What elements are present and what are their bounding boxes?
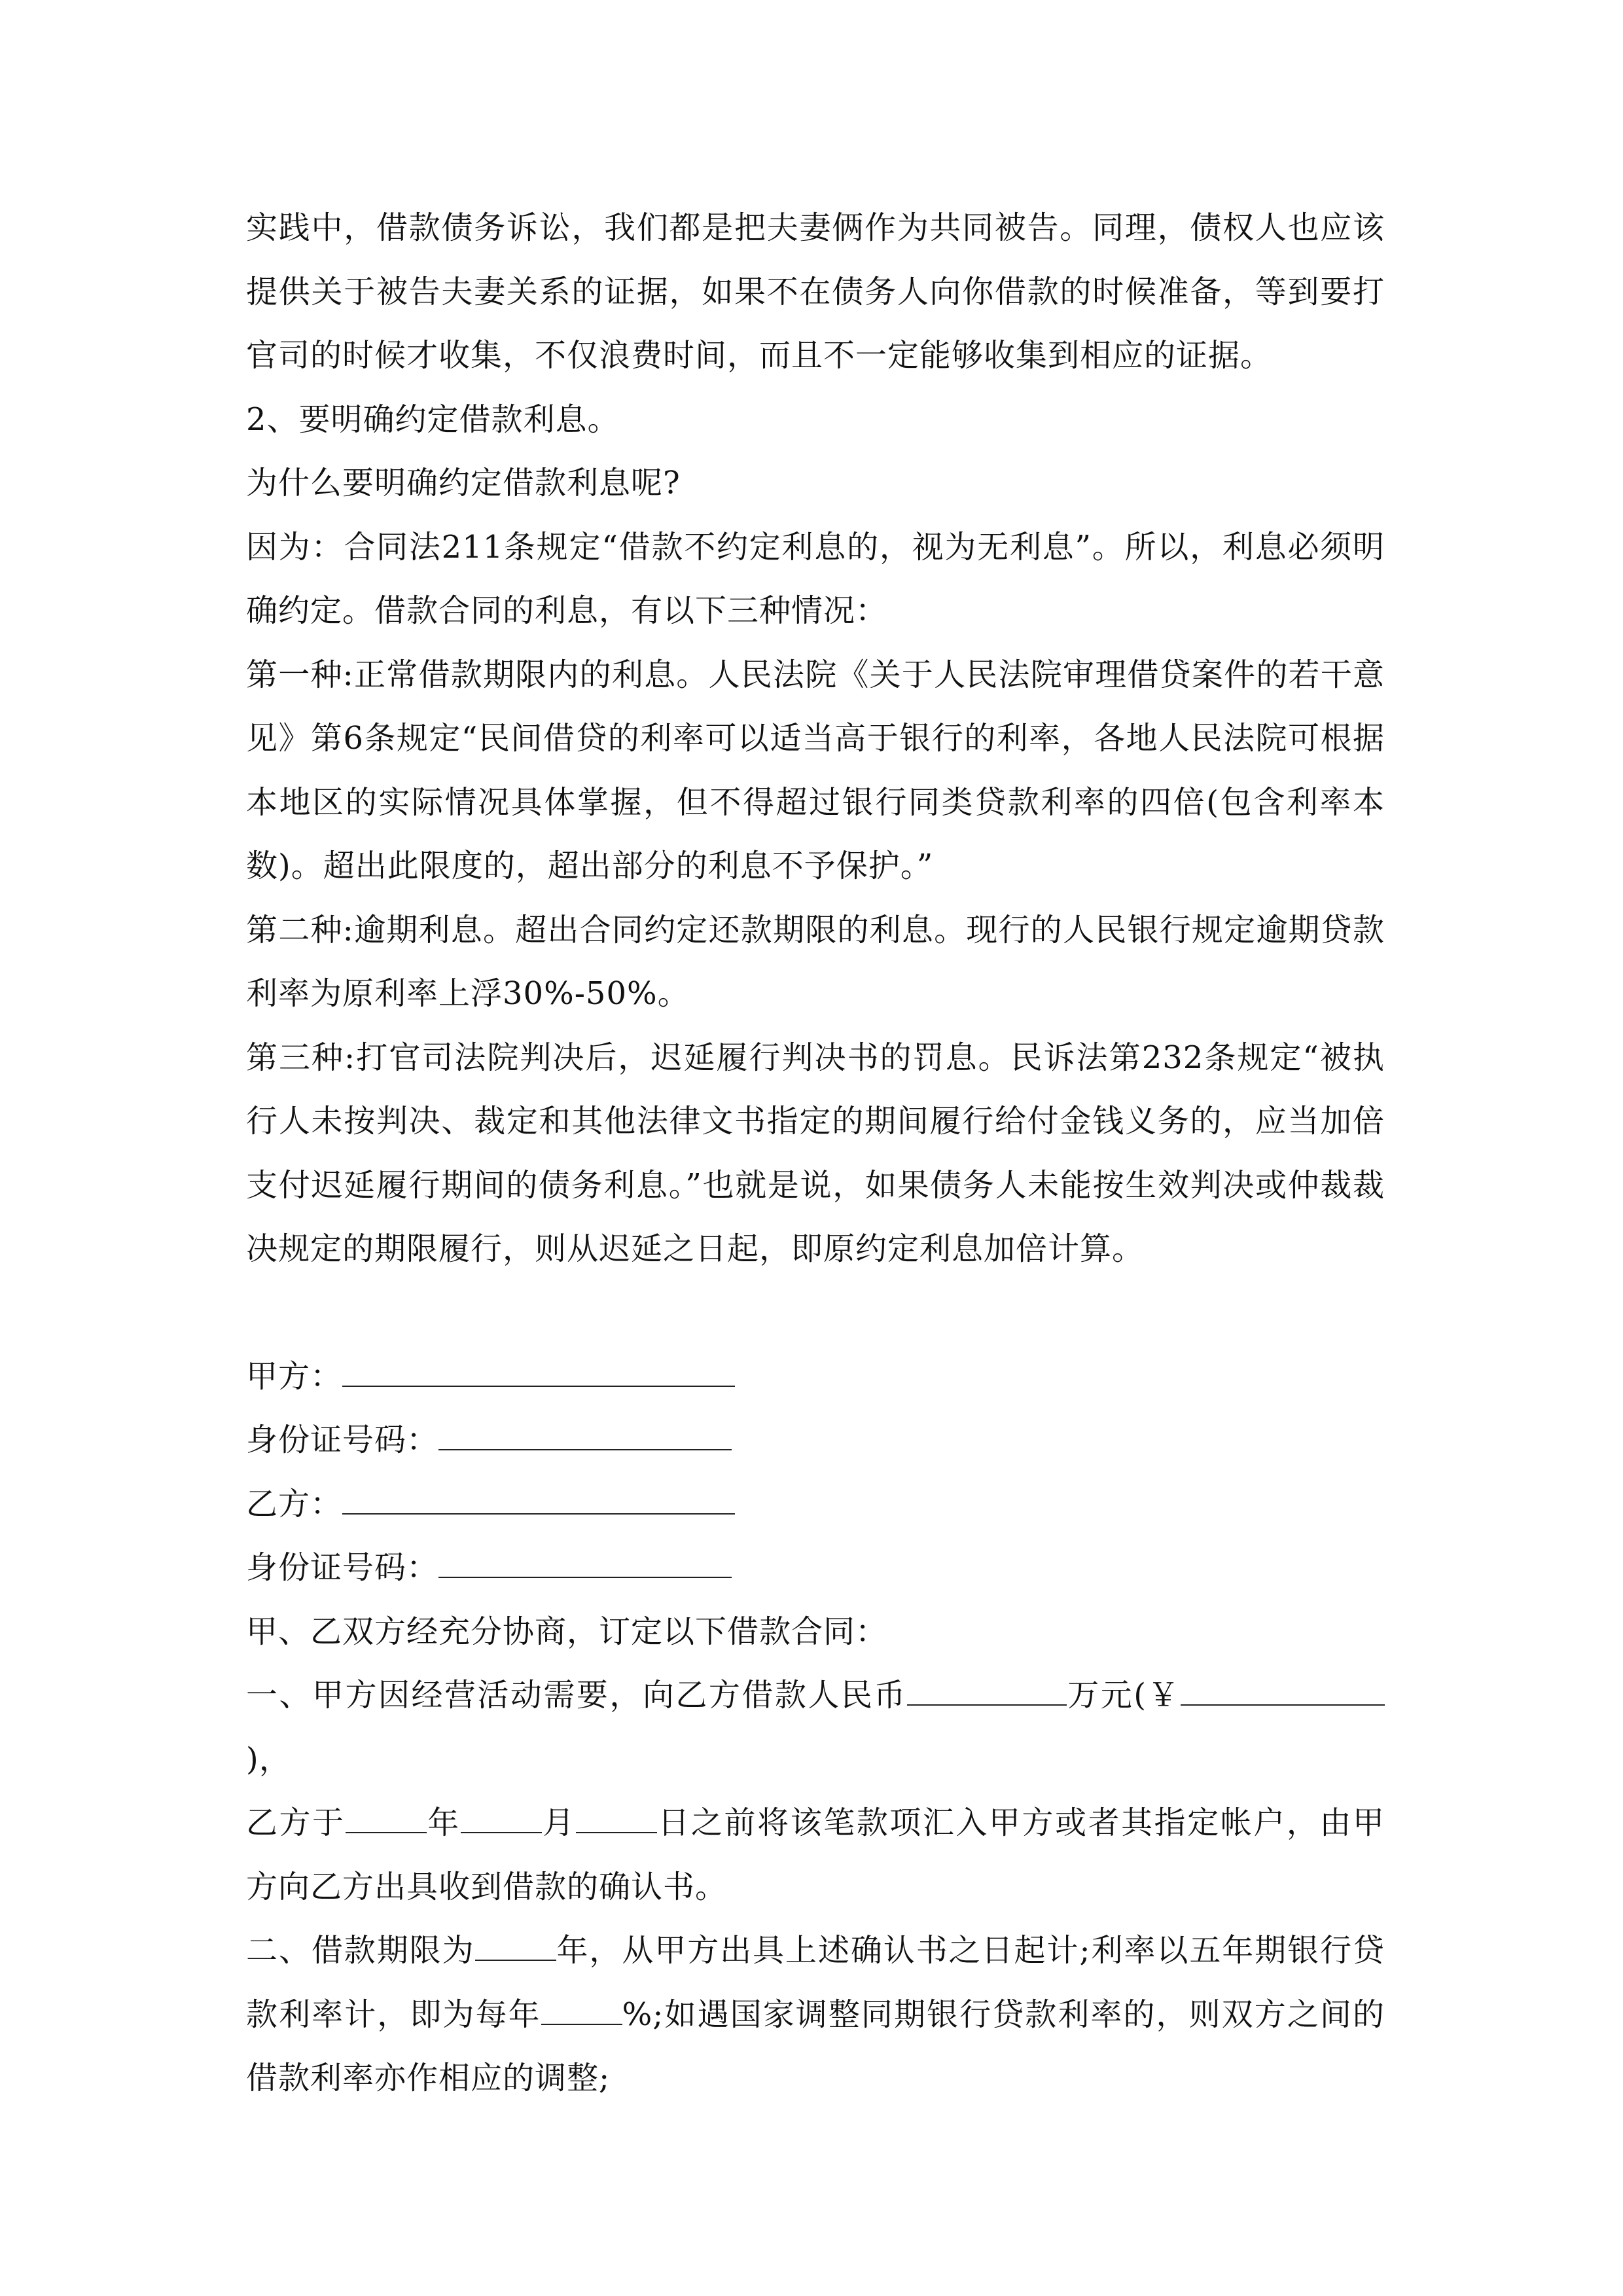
- clause-one: [246, 1664, 1385, 1919]
- clause-one-text-a: 一、甲方因经营活动需要，向乙方借款人民币: [246, 1677, 907, 1713]
- loan-amount-field[interactable]: [907, 1668, 1067, 1706]
- clause-one-text-d: 乙方于: [246, 1804, 346, 1841]
- clause-one-text-g: 日之前将该笔款项汇入甲方或者其指定帐户，由甲方向乙方出具收到借款的确认书。: [246, 1804, 1385, 1905]
- party-b-row: [246, 1473, 1385, 1537]
- section-spacer: [246, 1282, 1385, 1345]
- party-b-label: 乙方：: [246, 1485, 343, 1522]
- interest-rate-field[interactable]: [541, 1987, 622, 2025]
- transfer-day-field[interactable]: [576, 1795, 657, 1833]
- paragraph-heading-interest: 2、要明确约定借款利息。: [246, 401, 620, 438]
- paragraph-type-two: 第二种:逾期利息。超出合同约定还款期限的利息。现行的人民银行规定逾期贷款利率为原利率上浮30%-50%。: [246, 911, 1385, 1012]
- party-a-id-field[interactable]: [438, 1412, 732, 1450]
- paragraph-evidence: 实践中，借款债务诉讼，我们都是把夫妻俩作为共同被告。同理，债权人也应该提供关于被告夫妻关系的证据，如果不在债务人向你借款的时候准备，等到要打官司的时候才收集，不仅浪费时间，而且不一定能够收集到相应的证据。: [246, 209, 1385, 374]
- party-a-id-row: [246, 1408, 1385, 1473]
- loan-term-field[interactable]: [475, 1923, 556, 1961]
- paragraph-type-one: 第一种:正常借款期限内的利息。人民法院《关于人民法院审理借贷案件的若干意见》第6条规定“民间借贷的利率可以适当高于银行的利率，各地人民法院可根据本地区的实际情况具体掌握，但不得超过银行同类贷款利率的四倍(包含利率本数)。超出此限度的，超出部分的利息不予保护。”: [246, 656, 1385, 884]
- loan-amount-yuan-field[interactable]: [1181, 1668, 1385, 1706]
- paragraph-type-three: 第三种:打官司法院判决后，迟延履行判决书的罚息。民诉法第232条规定“被执行人未按判决、裁定和其他法律文书指定的期间履行给付金钱义务的，应当加倍支付迟延履行期间的债务利息。”也就是说，如果债务人未能按生效判决或仲裁裁决规定的期限履行，则从迟延之日起，即原约定利息加倍计算。: [246, 1039, 1385, 1267]
- clause-two-text-a: 二、借款期限为: [246, 1932, 475, 1969]
- clause-one-text-c: )，: [246, 1740, 291, 1778]
- party-a-row: [246, 1345, 1385, 1409]
- paragraph-question: 为什么要明确约定借款利息呢?: [246, 465, 681, 501]
- transfer-year-field[interactable]: [346, 1795, 427, 1833]
- party-b-id-field[interactable]: [438, 1540, 732, 1578]
- clause-two: [246, 1919, 1385, 2111]
- party-a-id-label: 身份证号码：: [246, 1422, 439, 1458]
- document-body: [246, 196, 1385, 2111]
- party-b-id-row: [246, 1536, 1385, 1600]
- clause-one-text-b: 万元(￥: [1066, 1677, 1181, 1713]
- party-b-field[interactable]: [342, 1477, 735, 1515]
- party-a-label: 甲方：: [246, 1357, 343, 1395]
- clause-one-text-e: 年: [426, 1804, 461, 1841]
- contract-intro: 甲、乙双方经充分协商，订定以下借款合同：: [246, 1613, 888, 1650]
- paragraph-reason: 因为：合同法211条规定“借款不约定利息的，视为无利息”。所以，利息必须明确约定。借款合同的利息，有以下三种情况：: [246, 528, 1385, 629]
- clause-two-text-c: %;如遇国家调整同期银行贷款利率的，则双方之间的借款利率亦作相应的调整;: [246, 1996, 1385, 2096]
- transfer-month-field[interactable]: [461, 1795, 542, 1833]
- clause-one-text-f: 月: [541, 1804, 576, 1841]
- party-a-field[interactable]: [342, 1349, 735, 1387]
- clause-two-text-b: 年，从甲方出具上述确认书之日起计;利率以五年期银行贷款利率计，即为每年: [246, 1932, 1385, 2033]
- party-b-id-label: 身份证号码：: [246, 1549, 439, 1586]
